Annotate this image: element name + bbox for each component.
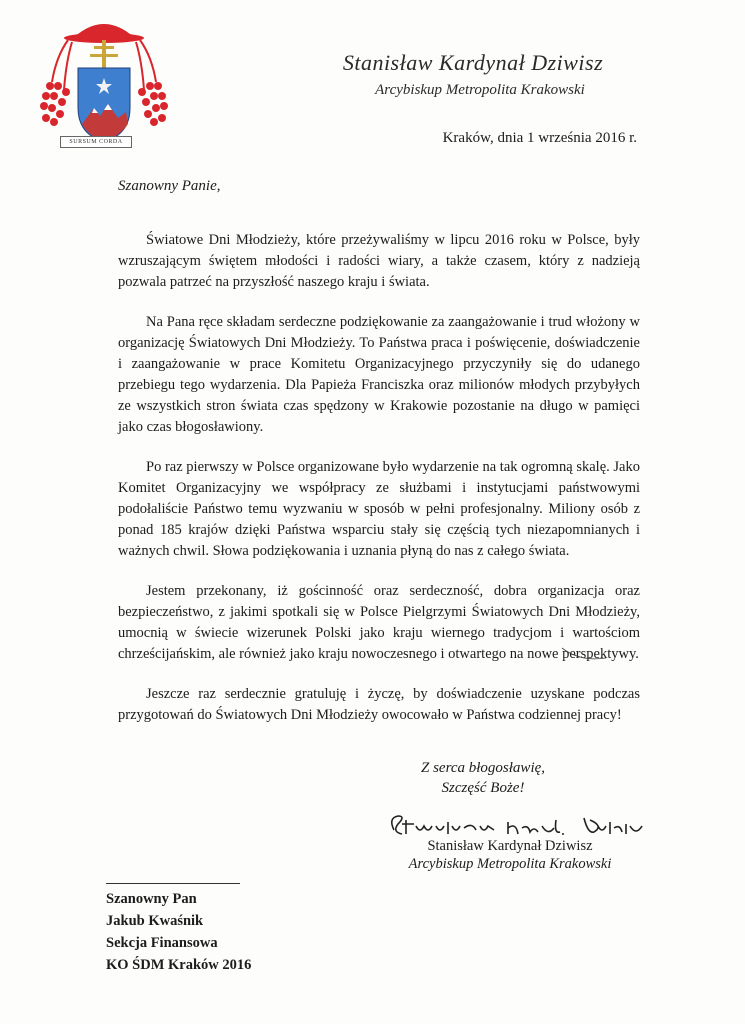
- pen-mark-icon: [560, 644, 608, 664]
- paragraph: Światowe Dni Młodzieży, które przeżywaliśmy w lipcu 2016 roku w Polsce, były wzruszającym świętem młodości i radości wiary, a także czasem, który z nadzieją pozwala patrzeć na przyszłość naszego kraju i świata.: [118, 232, 640, 290]
- recipient-line: Jakub Kwaśnik: [106, 913, 204, 929]
- letter-date: Kraków, dnia 1 września 2016 r.: [442, 130, 637, 146]
- recipient-line: Sekcja Finansowa: [106, 935, 218, 951]
- closing-line: Z serca błogosławię,: [420, 760, 546, 776]
- paragraph: Na Pana ręce składam serdeczne podziękowanie za zaangażowanie i trud włożony w organizację Światowych Dni Młodzieży. To Państwa praca i poświęcenie, doświadczenie i zaangażowanie w prace Komitetu Organizacyjnego przyczyniły się do udanego przebiegu tego wydarzenia. Dla Papieża Franciszka oraz milionów młodych przybyłych ze wszystkich stron świata czas spędzony w Krakowie pozostanie na długo w pamięci jako czas błogosławiony.: [118, 314, 640, 435]
- signatory-name: Stanisław Kardynał Dziwisz: [427, 838, 593, 854]
- salutation: Szanowny Panie,: [118, 178, 221, 194]
- closing: [418, 758, 548, 798]
- closing-line: Szczęść Boże!: [441, 780, 525, 796]
- paragraph: Jeszcze raz serdecznie gratuluję i życzę, by doświadczenie uzyskane podczas przygotowań do Światowych Dni Młodzieży owocowało w Państwa codziennej pracy!: [118, 686, 640, 723]
- recipient-address: [106, 888, 251, 976]
- paragraph: Po raz pierwszy w Polsce organizowane było wydarzenie na tak ogromną skalę. Jako Komitet Organizacyjny we współpracy ze służbami i instytucjami państwowymi podołaliście Państwo temu wyzwaniu w sposób w pełni profesjonalny. Miliony osób z ponad 185 krajów dzięki Państwa wsparciu stały się częścią tych niezapomnianych i ważnych chwil. Słowa podziękowania i uznania płyną do nas z całego świata.: [118, 459, 640, 559]
- letterhead-name: Stanisław Kardynał Dziwisz: [342, 50, 604, 75]
- paragraph: Jestem przekonany, iż gościnność oraz serdeczność, dobra organizacja oraz bezpieczeństwo, z jakimi spotkali się w Polsce Pielgrzymi Światowych Dni Młodzieży, umocnią w świecie wizerunek Polski jako kraju wiernego tradycjom i wartościom chrześcijańskim, ale również jako kraju nowoczesnego i otwartego na nowe perspektywy.: [118, 583, 640, 662]
- recipient-line: Szanowny Pan: [106, 891, 197, 907]
- coat-of-arms-motto: SURSUM CORDA: [60, 136, 132, 148]
- signatory-title: Arcybiskup Metropolita Krakowski: [408, 856, 612, 872]
- divider: [106, 883, 240, 884]
- letter-body: [118, 230, 640, 745]
- coat-of-arms-icon: [38, 12, 170, 152]
- recipient-line: KO ŚDM Kraków 2016: [106, 957, 252, 973]
- letterhead-title: Arcybiskup Metropolita Krakowski: [375, 82, 585, 98]
